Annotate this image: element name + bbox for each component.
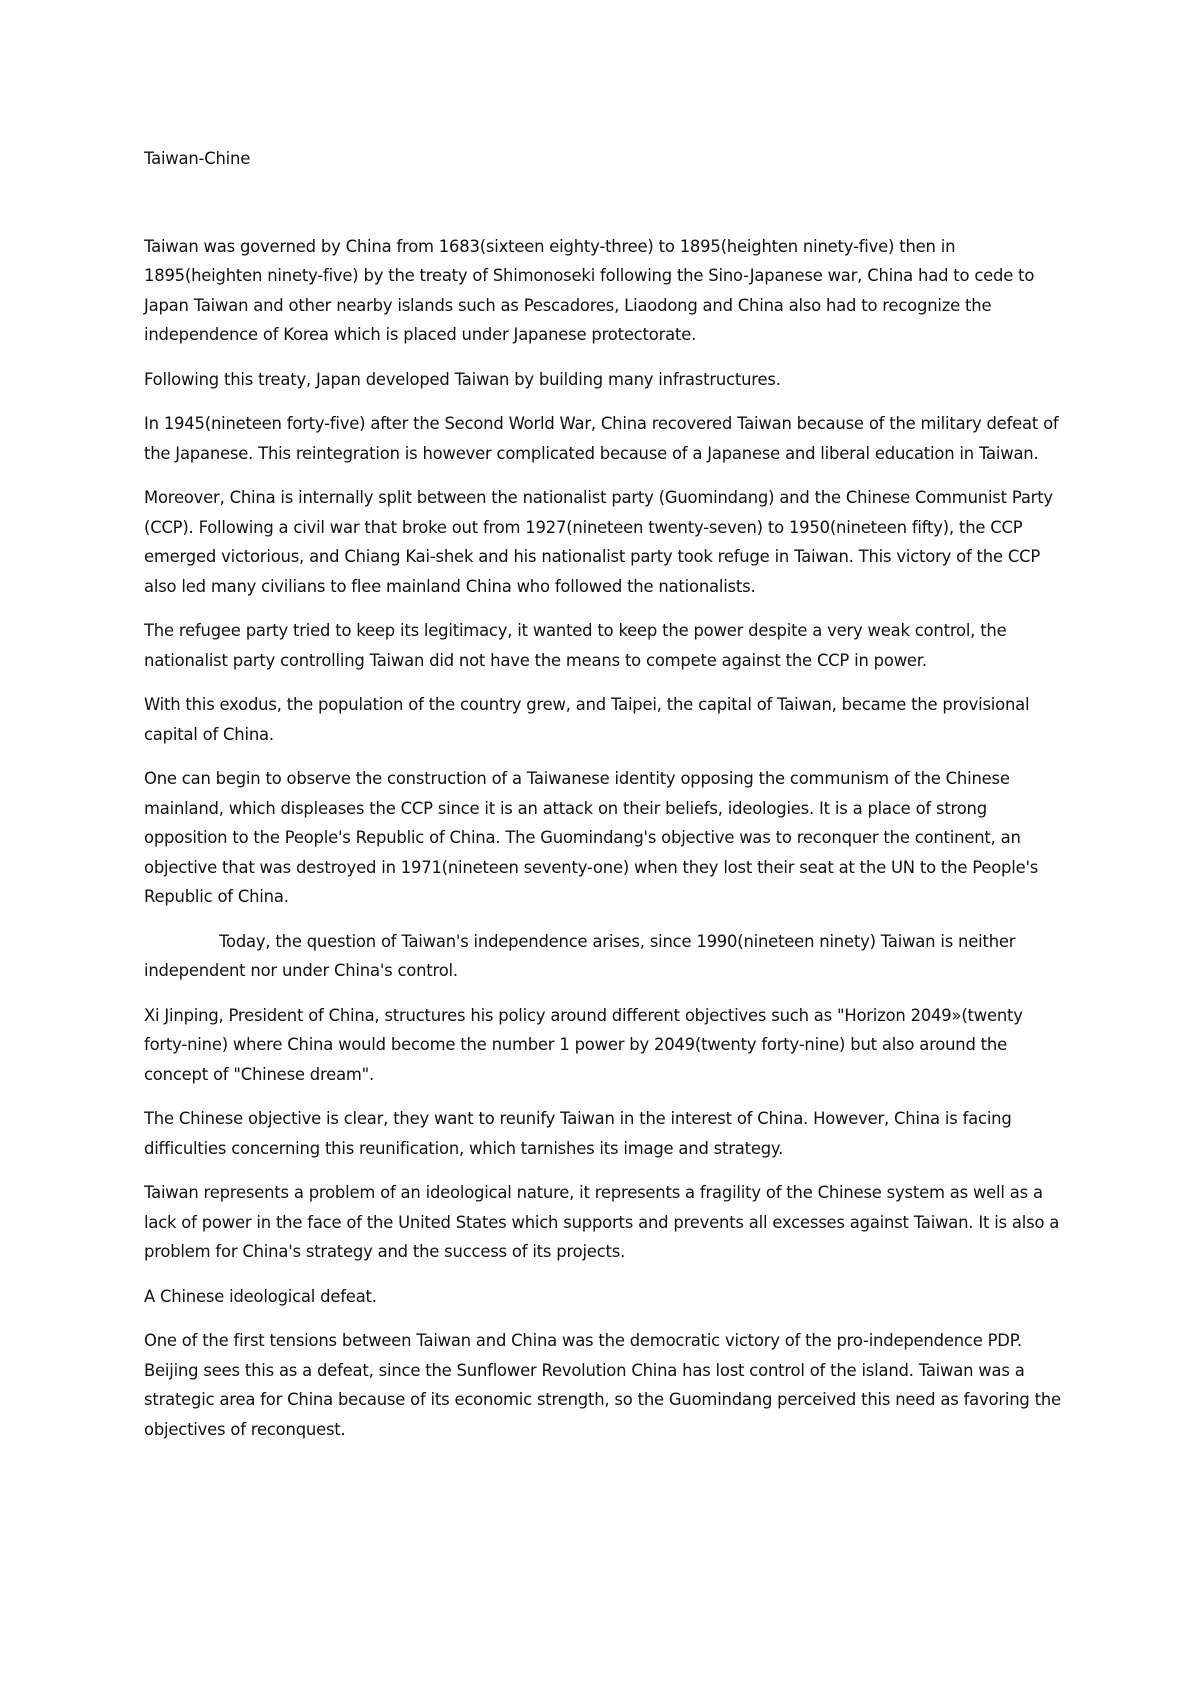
paragraph-first-tensions: One of the first tensions between Taiwan and China was the democratic victory of the pro-independence PDP. Beijing sees this as a defeat, since the Sunflower Revolution China has lost control of the island. Taiwan was a strategic area for China because of its economic strength, so the Guomindang perceived this need as favoring the objectives of reconquest. [144, 1331, 1061, 1439]
paragraph-civil-war: Moreover, China is internally split between the nationalist party (Guomindang) and the Chinese Communist Party (CCP). Following a civil war that broke out from 1927(nineteen twenty-seven) to 1950(nineteen fifty), the CCP emerged victorious, and Chiang Kai-shek and his nationalist party took refuge in Taiwan. This victory of the CCP also led many civilians to flee mainland China who followed the nationalists. [144, 488, 1053, 596]
paragraph-exodus: With this exodus, the population of the country grew, and Taipei, the capital of Taiwan, became the provisional capital of China. [144, 695, 1030, 744]
paragraph-japan-development: Following this treaty, Japan developed Taiwan by building many infrastructures. [144, 369, 781, 389]
paragraph-1945-recovery: In 1945(nineteen forty-five) after the Second World War, China recovered Taiwan because of the military defeat of the Japanese. This reintegration is however complicated because of a Japanese and liberal education in Taiwan. [144, 414, 1059, 463]
paragraph-chinese-objective: The Chinese objective is clear, they want to reunify Taiwan in the interest of China. However, China is facing difficulties concerning this reunification, which tarnishes its image and strategy. [144, 1109, 1012, 1158]
document-body [144, 144, 1064, 1459]
paragraph-ideological-problem: Taiwan represents a problem of an ideological nature, it represents a fragility of the Chinese system as well as a lack of power in the face of the United States which supports and prevents all excesses against Taiwan. It is also a problem for China's strategy and the success of its projects. [144, 1183, 1060, 1261]
section-heading-ideological-defeat: A Chinese ideological defeat. [144, 1286, 377, 1306]
paragraph-treaty-of-shimonoseki: Taiwan was governed by China from 1683(sixteen eighty-three) to 1895(heighten ninety-five) then in 1895(heighten ninety-five) by the treaty of Shimonoseki following the Sino-Japanese war, China had to cede to Japan Taiwan and other nearby islands such as Pescadores, Liaodong and China also had to recognize the independence of Korea which is placed under Japanese protectorate. [144, 236, 1035, 344]
paragraph-xi-jinping: Xi Jinping, President of China, structures his policy around different objectives such as "Horizon 2049»(twenty forty-nine) where China would become the number 1 power by 2049(twenty forty-nine) but also around the concept of "Chinese dream". [144, 1005, 1023, 1084]
paragraph-refugee-party: The refugee party tried to keep its legitimacy, it wanted to keep the power despite a very weak control, the nationalist party controlling Taiwan did not have the means to compete against the CCP in power. [144, 621, 1007, 670]
document-title: Taiwan-Chine [144, 149, 251, 168]
paragraph-independence-question: Today, the question of Taiwan's independence arises, since 1990(nineteen ninety) Taiwan is neither independent nor under China's control. [144, 931, 1016, 980]
paragraph-taiwanese-identity: One can begin to observe the construction of a Taiwanese identity opposing the communism of the Chinese mainland, which displeases the CCP since it is an attack on their beliefs, ideologies. It is a place of strong opposition to the People's Republic of China. The Guomindang's objective was to reconquer the continent, an objective that was destroyed in 1971(nineteen seventy-one) when they lost their seat at the UN to the People's Republic of China. [144, 769, 1039, 906]
